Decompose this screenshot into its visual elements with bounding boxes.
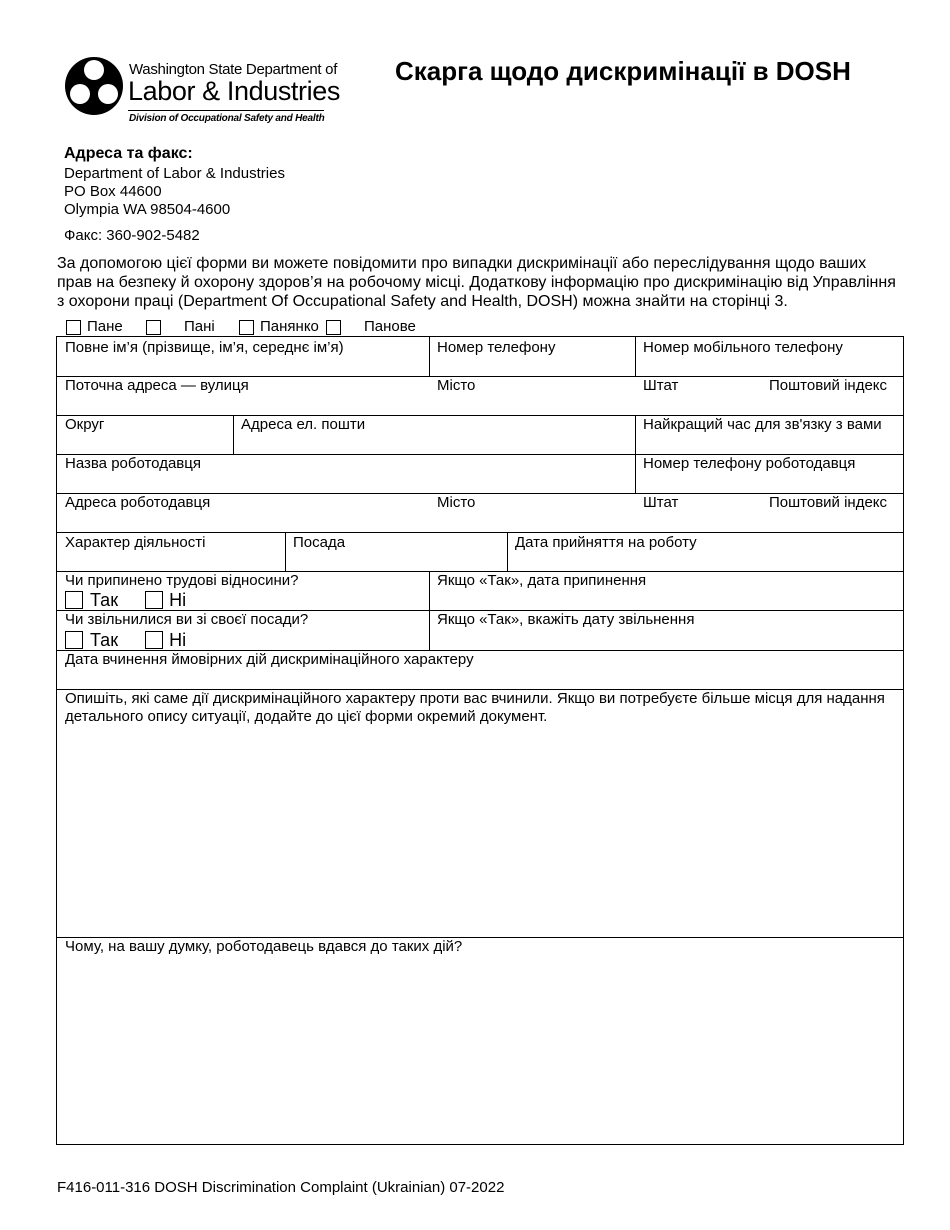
logo-text-line1: Washington State Department of [129, 61, 338, 78]
lni-logo-icon [62, 54, 126, 118]
street-field[interactable]: Поточна адреса — вулиця [65, 377, 249, 394]
position-field[interactable]: Посада [293, 534, 346, 551]
state-field[interactable]: Штат [643, 377, 679, 394]
email-field[interactable]: Адреса ел. пошти [241, 416, 366, 433]
checkbox-miss[interactable] [239, 320, 254, 335]
employer-phone-field[interactable]: Номер телефону роботодавця [643, 455, 856, 472]
employer-zip-field[interactable]: Поштовий індекс [769, 494, 888, 511]
salutation-label: Пане [87, 318, 123, 335]
city-field[interactable]: Місто [437, 377, 476, 394]
intro-paragraph: За допомогою цієї форми ви можете повідомити про випадки дискримінації або переслідування щодо ваших прав на безпеку й охорону здоров’я на робочому місці. Додаткову інформацію про дискримінацію від Управління з охорони праці (Department Of Occupational Safety and Health, DOSH) можна знайти на сторінці 3. [57, 255, 896, 310]
mobile-field[interactable]: Номер мобільного телефону [643, 339, 843, 356]
logo-text-line3: Division of Occupational Safety and Health [129, 113, 325, 124]
page-title: Скарга щодо дискримінації в DOSH [395, 56, 851, 86]
full-name-field[interactable]: Повне ім’я (прізвище, ім’я, середнє ім’я) [65, 339, 344, 356]
salutation-label: Панове [364, 318, 416, 335]
address-line: Olympia WA 98504-4600 [64, 201, 231, 218]
employer-name-field[interactable]: Назва роботодавця [65, 455, 201, 472]
terminated-question: Чи припинено трудові відносини? [65, 572, 299, 589]
checkbox-mr[interactable] [66, 320, 81, 335]
agency-logo [62, 52, 340, 128]
best-time-field[interactable]: Найкращий час для зв'язку з вами [643, 416, 882, 433]
address-line: Department of Labor & Industries [64, 165, 285, 182]
employer-address-field[interactable]: Адреса роботодавця [65, 494, 211, 511]
discrimination-date-field[interactable]: Дата вчинення ймовірних дій дискримінаційного характеру [65, 651, 474, 668]
fax-number: Факс: 360-902-5482 [64, 227, 200, 244]
yes-label: Так [90, 590, 119, 610]
address-line: PO Box 44600 [64, 183, 162, 200]
terminated-no-checkbox[interactable] [145, 591, 163, 609]
describe-actions-field[interactable]: Опишіть, які саме дії дискримінаційного характеру проти вас вчинили. Якщо ви потребуєте більше місця для надання детального опису ситуації, додайте до цієї форми окремий документ. [65, 690, 885, 725]
employer-state-field[interactable]: Штат [643, 494, 679, 511]
quit-no-checkbox[interactable] [145, 631, 163, 649]
hire-date-field[interactable]: Дата прийняття на роботу [515, 534, 697, 551]
county-field[interactable]: Округ [65, 416, 105, 433]
phone-field[interactable]: Номер телефону [437, 339, 556, 356]
salutation-label: Панянко [260, 318, 319, 335]
salutation-label: Пані [184, 318, 215, 335]
yes-label: Так [90, 630, 119, 650]
terminated-yes-checkbox[interactable] [65, 591, 83, 609]
address-heading: Адреса та факс: [64, 145, 193, 162]
no-label: Ні [169, 630, 187, 650]
termination-date-field[interactable]: Якщо «Так», дата припинення [437, 572, 647, 589]
quit-question: Чи звільнилися ви зі своєї посади? [65, 611, 309, 628]
checkbox-ms[interactable] [326, 320, 341, 335]
checkbox-mrs[interactable] [146, 320, 161, 335]
employer-reason-field[interactable]: Чому, на вашу думку, роботодавець вдався до таких дій? [65, 938, 463, 955]
quit-yes-checkbox[interactable] [65, 631, 83, 649]
employer-city-field[interactable]: Місто [437, 494, 476, 511]
logo-divider [128, 110, 324, 111]
quit-date-field[interactable]: Якщо «Так», вкажіть дату звільнення [437, 611, 695, 628]
zip-field[interactable]: Поштовий індекс [769, 377, 888, 394]
form-footer: F416-011-316 DOSH Discrimination Complaint (Ukrainian) 07-2022 [57, 1179, 505, 1196]
no-label: Ні [169, 590, 187, 610]
logo-text-line2: Labor & Industries [128, 76, 340, 106]
business-type-field[interactable]: Характер діяльності [65, 534, 206, 551]
complaint-form [56, 336, 904, 1145]
